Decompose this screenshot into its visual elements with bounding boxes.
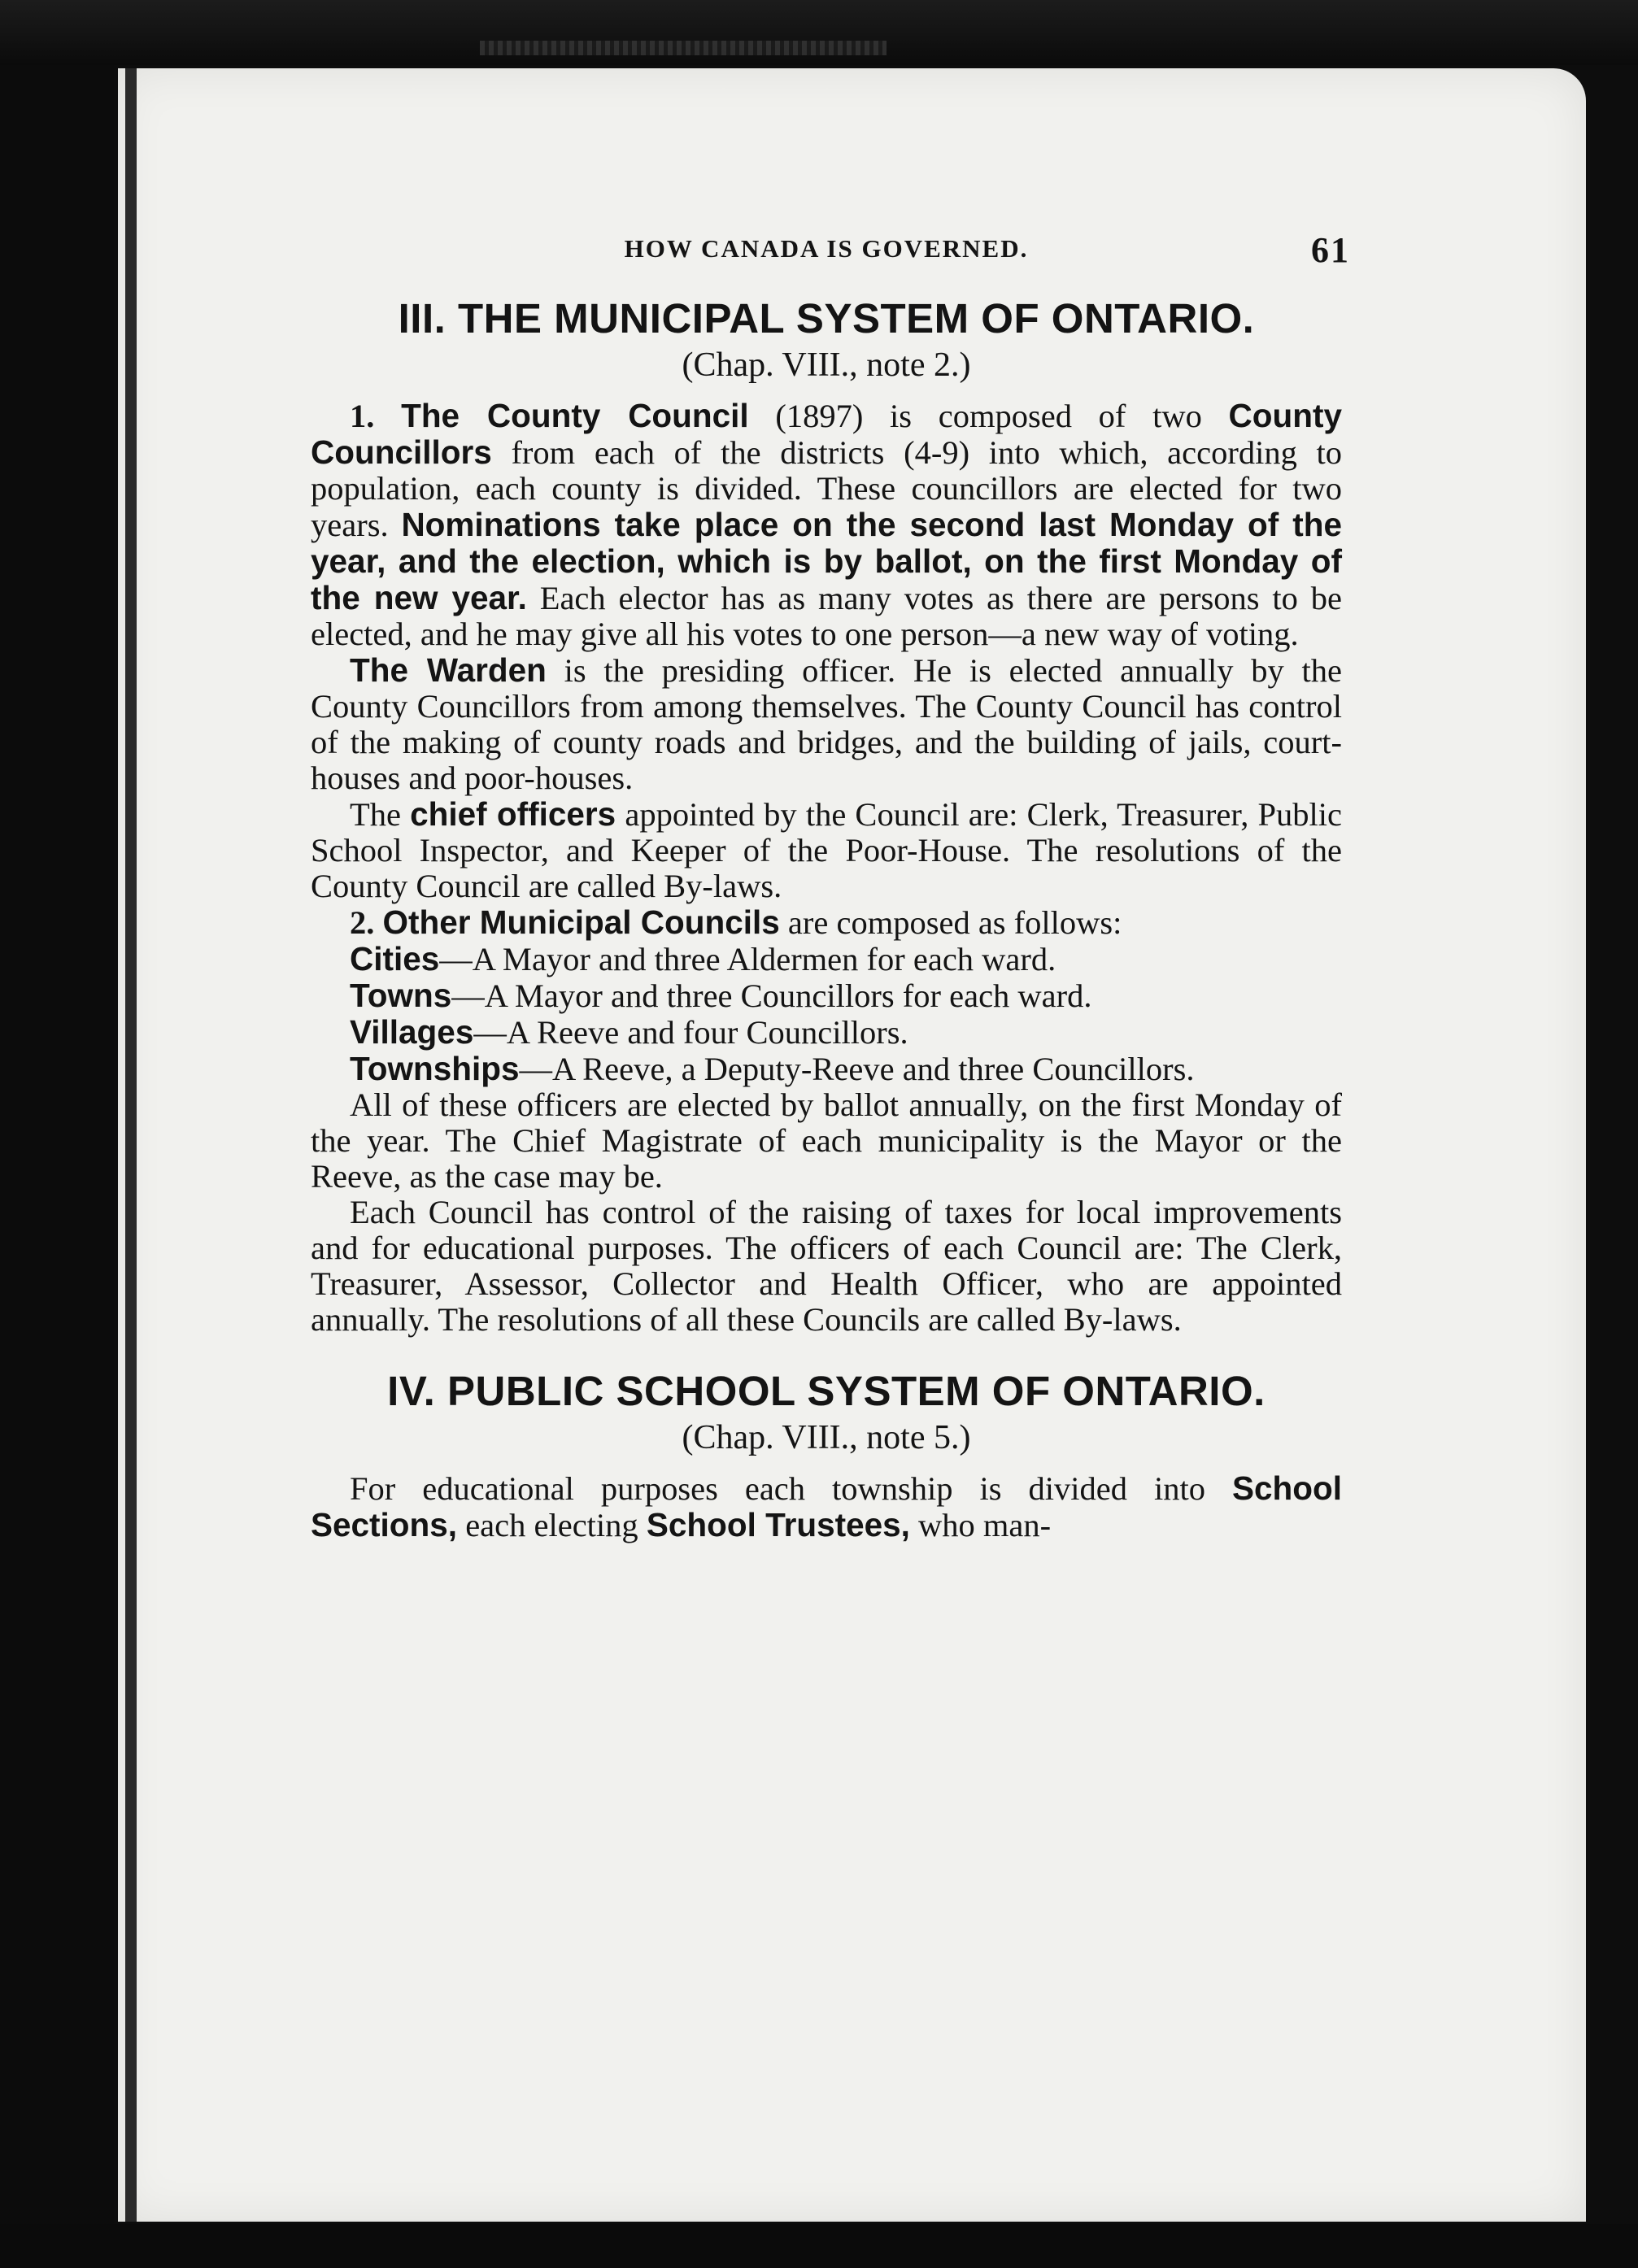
paragraph-text: For educational purposes each township is divided into xyxy=(350,1470,1232,1507)
county-council-paragraph xyxy=(311,398,1342,652)
council-type: Villages xyxy=(350,1013,474,1051)
council-composition: —A Reeve, a Deputy-Reeve and three Councillors. xyxy=(519,1051,1195,1087)
election-paragraph: All of these officers are elected by ballot annually, on the first Monday of the year. The Chief Magistrate of each municipality is the Mayor or the Reeve, as the case may be. xyxy=(311,1086,1342,1195)
scan-top-border xyxy=(0,0,1638,65)
paragraph-text: The xyxy=(350,796,411,833)
term-school-trustees: School Trustees, xyxy=(646,1506,910,1543)
paragraph-text: who man- xyxy=(909,1507,1052,1543)
chief-officers-paragraph xyxy=(311,796,1342,904)
paragraph-text: Each elector has as many votes as there are persons to be elected, and he may give all his votes to one person—a new way of voting. xyxy=(311,580,1342,652)
scan-noise xyxy=(480,41,887,55)
term-county-councillors: County Councillors xyxy=(311,397,1342,471)
section-4-title: IV. PUBLIC SCHOOL SYSTEM OF ONTARIO. xyxy=(387,1368,1266,1414)
paragraph-text: from each of the districts (4-9) into which, according to population, each county is divided. These councillors are elected for two years. xyxy=(311,434,1342,543)
term-school-sections: School Sections, xyxy=(311,1469,1342,1543)
term-warden: The Warden xyxy=(350,651,547,689)
council-type: Townships xyxy=(350,1050,520,1087)
page-number: 61 xyxy=(1311,230,1350,270)
list-item xyxy=(311,1014,1342,1051)
term-nominations: Nominations take place on the second last Monday of the year, and the election, which is by ballot, on the first Monday of the new year. xyxy=(311,506,1342,616)
list-item xyxy=(311,977,1342,1014)
paragraph-text: is the presiding officer. He is elected annually by the County Councillors from among themselves. The County Council has control of the making of county roads and bridges, and the building of jails, court-houses and poor-houses. xyxy=(311,652,1342,796)
section-3-title: III. THE MUNICIPAL SYSTEM OF ONTARIO. xyxy=(398,295,1255,342)
school-sections-paragraph xyxy=(311,1470,1342,1543)
council-composition: —A Mayor and three Aldermen for each ward. xyxy=(439,941,1056,977)
term-county-council: The County Council xyxy=(401,397,749,434)
paragraph-text: are composed as follows: xyxy=(779,904,1122,941)
running-head-title: HOW CANADA IS GOVERNED. xyxy=(624,234,1029,263)
council-type: Cities xyxy=(350,940,440,977)
council-composition: —A Reeve and four Councillors. xyxy=(473,1014,908,1051)
page-gutter-line xyxy=(125,68,137,2222)
paragraph-text: (1897) is composed of two xyxy=(748,398,1229,434)
term-chief-officers: chief officers xyxy=(410,795,616,833)
council-type: Towns xyxy=(350,977,452,1014)
term-other-councils: Other Municipal Councils xyxy=(382,903,780,941)
list-item xyxy=(311,1051,1342,1087)
paragraph-number: 1. xyxy=(350,398,375,434)
section-3-subtitle: (Chap. VIII., note 2.) xyxy=(682,346,971,384)
other-councils-paragraph xyxy=(311,904,1342,941)
page-content xyxy=(311,230,1350,1543)
list-item xyxy=(311,941,1342,977)
paragraph-number: 2. xyxy=(350,904,375,941)
council-composition: —A Mayor and three Councillors for each ward. xyxy=(451,977,1092,1014)
scan-left-border xyxy=(0,65,114,2224)
council-list xyxy=(311,941,1342,1087)
paragraph-text: each electing xyxy=(457,1507,647,1543)
running-head xyxy=(311,230,1350,283)
scan-bottom-border xyxy=(0,2224,1638,2268)
paragraph-text: appointed by the Council are: Clerk, Treasurer, Public School Inspector, and Keeper of the Poor-House. The resolutions of the County Council are called By-laws. xyxy=(311,796,1343,904)
warden-paragraph xyxy=(311,652,1342,796)
section-4-subtitle: (Chap. VIII., note 5.) xyxy=(682,1419,971,1456)
council-control-paragraph: Each Council has control of the raising of taxes for local improvements and for educational purposes. The officers of each Council are: The Clerk, Treasurer, Assessor, Collector and Health Officer, who are appointed annually. The resolutions of all these Councils are called By-laws. xyxy=(311,1194,1342,1338)
